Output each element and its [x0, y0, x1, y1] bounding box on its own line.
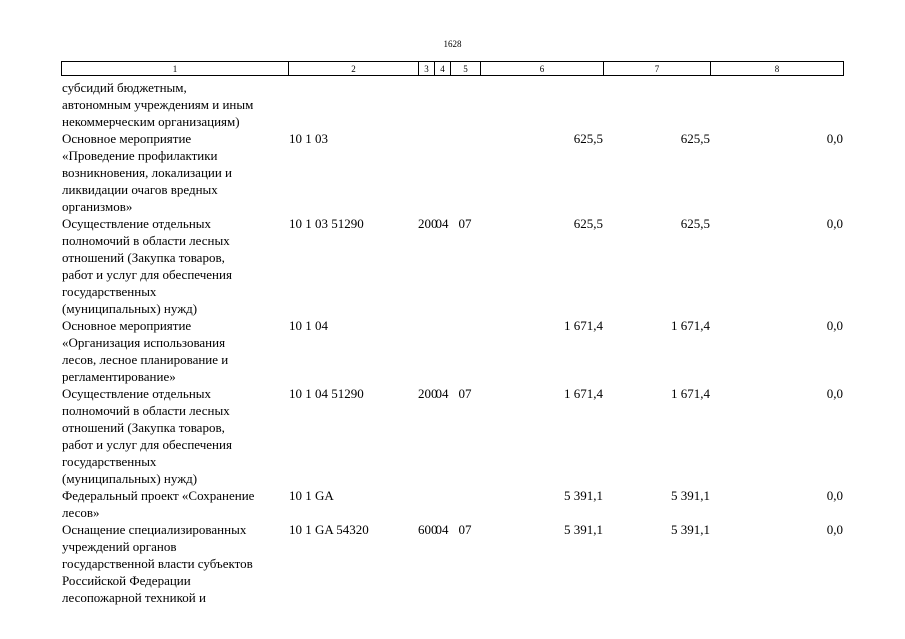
row-col-8: 0,0 [826, 131, 843, 146]
column-header-4: 4 [435, 62, 451, 76]
row-col-3 [418, 130, 434, 215]
row-col-7: 5 391,1 [671, 488, 710, 503]
row-col-6: 625,5 [573, 131, 603, 146]
row-code [288, 79, 418, 130]
row-col-7: 5 391,1 [671, 522, 710, 537]
row-code: 10 1 GA [289, 488, 334, 503]
row-name-line: возникновения, локализации и [62, 165, 233, 180]
row-name-line: Российской Федерации [62, 573, 191, 588]
column-header-2: 2 [289, 62, 419, 76]
table-row [61, 79, 843, 130]
row-code: 10 1 04 [289, 318, 328, 333]
row-name-line: Осуществление отдельных [62, 216, 212, 231]
row-col-3: 200 [418, 216, 438, 231]
row-name-line: полномочий в области лесных [62, 403, 230, 418]
row-name-line: Основное мероприятие [62, 131, 192, 146]
row-name-line: регламентирование» [62, 369, 176, 384]
row-name-line: учреждений органов [62, 539, 177, 554]
row-col-4 [434, 487, 450, 521]
column-header-8: 8 [711, 62, 844, 76]
row-col-6: 1 671,4 [564, 386, 603, 401]
page-number: 1628 [443, 39, 462, 49]
row-col-6: 5 391,1 [564, 522, 603, 537]
row-code: 10 1 GA 54320 [289, 522, 369, 537]
row-col-4 [434, 317, 450, 385]
table-row [61, 521, 843, 606]
row-col-8: 0,0 [826, 386, 843, 401]
column-number-header [61, 61, 844, 76]
row-col-4 [434, 79, 450, 130]
row-code: 10 1 04 51290 [289, 386, 364, 401]
row-col-4: 04 [435, 522, 449, 537]
row-col-5: 07 [458, 522, 472, 537]
row-col-5: 07 [458, 216, 472, 231]
row-name-line: государственной власти субъектов [62, 556, 253, 571]
row-col-5 [450, 487, 480, 521]
row-name-line: лесопожарной техникой и [62, 590, 206, 605]
row-name [61, 521, 288, 606]
row-col-7: 1 671,4 [671, 386, 710, 401]
row-col-7 [603, 79, 710, 130]
row-col-3 [418, 317, 434, 385]
column-header-6: 6 [481, 62, 604, 76]
row-name-line: организмов» [62, 199, 133, 214]
row-col-8: 0,0 [826, 488, 843, 503]
row-col-3: 600 [418, 522, 438, 537]
row-name [61, 215, 288, 317]
row-name-line: работ и услуг для обеспечения [62, 267, 232, 282]
row-col-7: 625,5 [680, 216, 710, 231]
row-col-6 [480, 79, 603, 130]
row-name-line: некоммерческим организациям) [62, 114, 240, 129]
row-col-8: 0,0 [826, 318, 843, 333]
row-name-line: «Организация использования [62, 335, 226, 350]
row-col-7: 1 671,4 [671, 318, 710, 333]
row-name-line: Осуществление отдельных [62, 386, 212, 401]
column-header-5: 5 [451, 62, 481, 76]
row-col-8: 0,0 [826, 216, 843, 231]
row-name-line: полномочий в области лесных [62, 233, 230, 248]
table-row [61, 317, 843, 385]
table-row [61, 215, 843, 317]
row-col-3: 200 [418, 386, 438, 401]
row-name-line: Оснащение специализированных [62, 522, 247, 537]
row-name-line: отношений (Закупка товаров, [62, 420, 225, 435]
row-name-line: лесов, лесное планирование и [62, 352, 229, 367]
row-col-8 [710, 79, 843, 130]
row-name [61, 79, 288, 130]
row-name-line: «Проведение профилактики [62, 148, 218, 163]
table-row [61, 487, 843, 521]
row-name-line: автономным учреждениям и иным [62, 97, 254, 112]
row-name-line: Федеральный проект «Сохранение [62, 488, 255, 503]
row-col-5: 07 [458, 386, 472, 401]
table-row [61, 385, 843, 487]
row-code: 10 1 03 [289, 131, 328, 146]
row-name-line: отношений (Закупка товаров, [62, 250, 225, 265]
column-header-1: 1 [62, 62, 289, 76]
row-col-5 [450, 130, 480, 215]
row-col-6: 5 391,1 [564, 488, 603, 503]
row-name-line: (муниципальных) нужд) [62, 301, 198, 316]
row-col-7: 625,5 [680, 131, 710, 146]
table-row [61, 130, 843, 215]
row-name-line: работ и услуг для обеспечения [62, 437, 232, 452]
row-col-8: 0,0 [826, 522, 843, 537]
row-name-line: Основное мероприятие [62, 318, 192, 333]
column-header-7: 7 [604, 62, 711, 76]
row-name [61, 130, 288, 215]
row-name [61, 385, 288, 487]
row-col-4: 04 [435, 216, 449, 231]
row-name-line: государственных [62, 454, 157, 469]
row-col-5 [450, 79, 480, 130]
row-name-line: государственных [62, 284, 157, 299]
budget-table-body [61, 79, 843, 606]
row-code: 10 1 03 51290 [289, 216, 364, 231]
row-name [61, 317, 288, 385]
row-col-6: 1 671,4 [564, 318, 603, 333]
row-col-4: 04 [435, 386, 449, 401]
row-col-3 [418, 79, 434, 130]
row-name-line: субсидий бюджетным, [62, 80, 187, 95]
row-name-line: ликвидации очагов вредных [62, 182, 218, 197]
column-header-3: 3 [419, 62, 435, 76]
row-name-line: лесов» [62, 505, 100, 520]
row-name [61, 487, 288, 521]
row-name-line: (муниципальных) нужд) [62, 471, 198, 486]
row-col-3 [418, 487, 434, 521]
row-col-5 [450, 317, 480, 385]
row-col-4 [434, 130, 450, 215]
row-col-6: 625,5 [573, 216, 603, 231]
